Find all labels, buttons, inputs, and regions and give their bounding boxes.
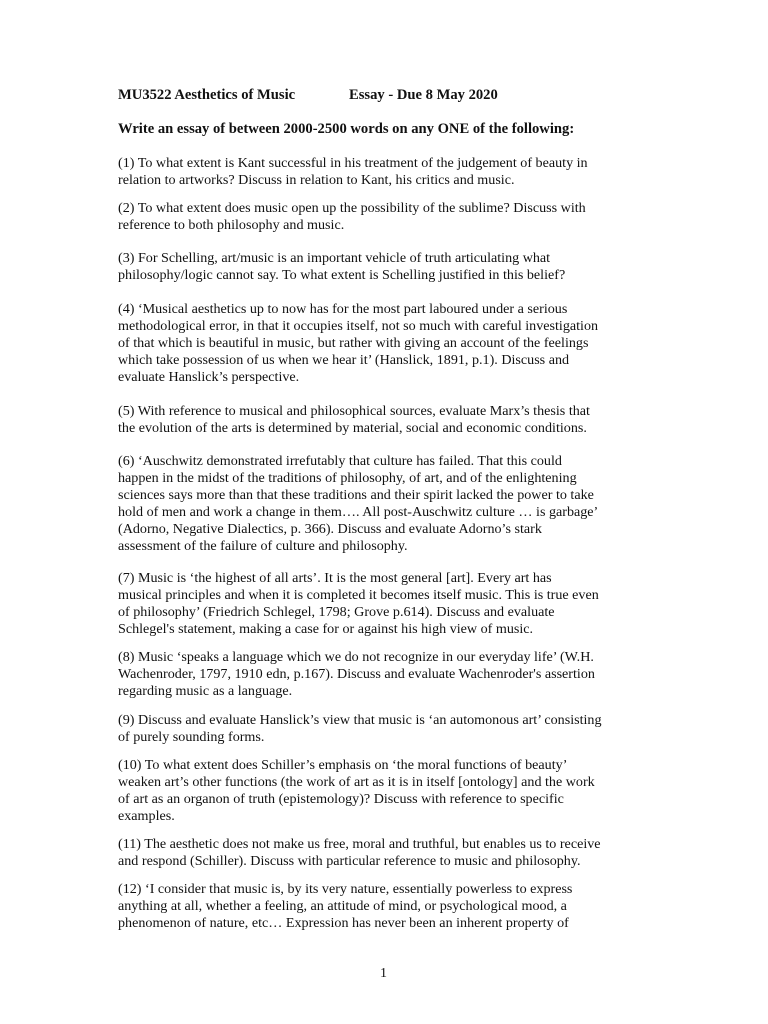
question-line: of that which is beautiful in music, but rather with giving an account of the feelings [118,335,589,352]
page-number: 1 [380,966,387,981]
question-line: phenomenon of nature, etc… Expression has never been an inherent property of [118,915,569,932]
question-line: methodological error, in that it occupies itself, not so much with careful investigation [118,318,599,335]
question-line: evaluate Hanslick’s perspective. [118,369,300,386]
question-line: of purely sounding forms. [118,729,265,746]
question-line: sciences says more than that these traditions and their spirit lacked the power to take [118,487,594,504]
question-4 [118,301,658,386]
question-7 [118,570,658,638]
question-10 [118,757,658,825]
document-header [118,87,498,104]
question-3 [118,250,658,284]
question-line: Schlegel's statement, making a case for or against his high view of music. [118,621,534,638]
question-line: (12) ‘I consider that music is, by its very nature, essentially powerless to express [118,881,573,897]
question-line: musical principles and when it is completed it becomes itself music. This is true even [118,587,599,604]
question-line: (8) Music ‘speaks a language which we do not recognize in our everyday life’ (W.H. [118,649,594,665]
essay-instruction: Write an essay of between 2000-2500 words on any ONE of the following: [118,121,575,137]
question-line: reference to both philosophy and music. [118,217,345,234]
question-line: (10) To what extent does Schiller’s emphasis on ‘the moral functions of beauty’ [118,757,568,773]
question-line: (2) To what extent does music open up the possibility of the sublime? Discuss with [118,200,586,216]
question-line: (9) Discuss and evaluate Hanslick’s view that music is ‘an automonous art’ consisting [118,712,602,728]
question-line: philosophy/logic cannot say. To what extent is Schelling justified in this belief? [118,267,566,284]
question-line: of philosophy’ (Friedrich Schlegel, 1798; Grove p.614). Discuss and evaluate [118,604,555,621]
question-line: (5) With reference to musical and philosophical sources, evaluate Marx’s thesis that [118,403,590,419]
question-line: (7) Music is ‘the highest of all arts’. It is the most general [art]. Every art has [118,570,552,586]
question-1 [118,155,658,189]
question-line: (3) For Schelling, art/music is an important vehicle of truth articulating what [118,250,551,266]
due-date: Essay - Due 8 May 2020 [349,87,498,103]
question-6 [118,453,658,556]
question-line: which take possession of us when we hear it’ (Hanslick, 1891, p.1). Discuss and [118,352,570,369]
question-line: (6) ‘Auschwitz demonstrated irrefutably that culture has failed. That this could [118,453,562,469]
question-line: hold of men and work a change in them…. All post-Auschwitz culture … is garbage’ [118,504,599,521]
question-line: (Adorno, Negative Dialectics, p. 366). Discuss and evaluate Adorno’s stark [118,521,542,538]
question-line: assessment of the failure of culture and philosophy. [118,538,408,555]
question-line: relation to artworks? Discuss in relation to Kant, his critics and music. [118,172,515,189]
question-line: happen in the midst of the traditions of philosophy, of art, and of the enlightening [118,470,577,487]
question-line: anything at all, whether a feeling, an attitude of mind, or psychological mood, a [118,898,567,915]
question-line: (1) To what extent is Kant successful in his treatment of the judgement of beauty in [118,155,588,171]
question-line: Wachenroder, 1797, 1910 edn, p.167). Discuss and evaluate Wachenroder's assertion [118,666,595,683]
question-line: and respond (Schiller). Discuss with particular reference to music and philosophy. [118,853,581,870]
question-8 [118,649,658,700]
question-line: the evolution of the arts is determined by material, social and economic conditions. [118,420,587,437]
course-title: MU3522 Aesthetics of Music [118,87,296,103]
question-line: (11) The aesthetic does not make us free, moral and truthful, but enables us to receive [118,836,601,852]
question-line: (4) ‘Musical aesthetics up to now has for the most part laboured under a serious [118,301,568,317]
question-line: of art as an organon of truth (epistemology)? Discuss with reference to specific [118,791,564,808]
question-line: regarding music as a language. [118,683,293,700]
question-line: weaken art’s other functions (the work of art as it is in itself [ontology] and the work [118,774,595,791]
question-9 [118,712,658,746]
question-2 [118,200,658,234]
question-12 [118,881,658,932]
question-5 [118,403,658,437]
question-line: examples. [118,808,175,825]
question-11 [118,836,658,870]
